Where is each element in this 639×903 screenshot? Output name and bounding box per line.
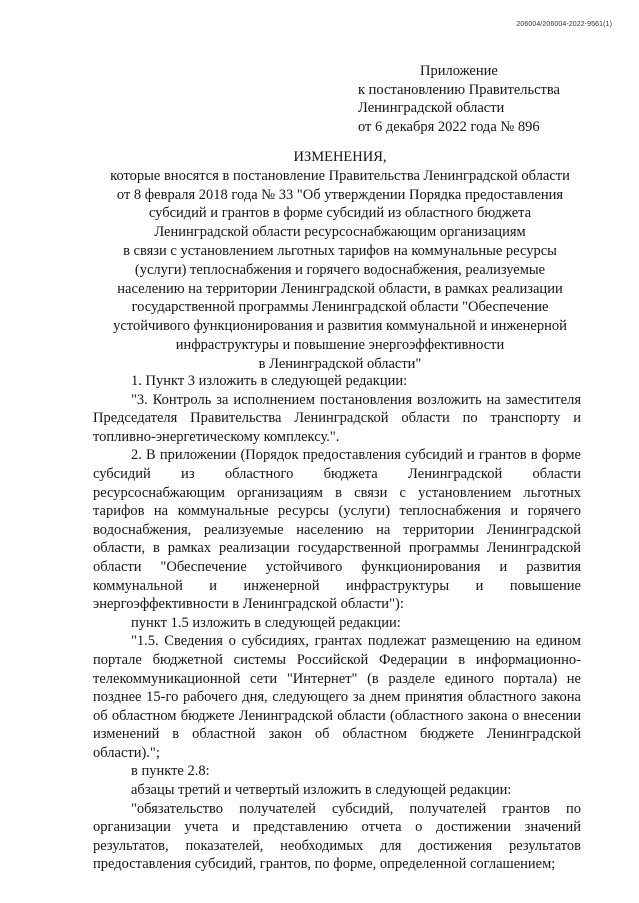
title-line: (услуги) теплоснабжения и горячего водоснабжения, реализуемые bbox=[134, 261, 546, 278]
appendix-line: к постановлению Правительства bbox=[358, 81, 560, 98]
appendix-line: Ленинградской области bbox=[358, 100, 505, 116]
appendix-line: Приложение bbox=[420, 63, 498, 79]
paragraph: 1. Пункт 3 изложить в следующей редакции: bbox=[131, 373, 408, 389]
appendix-line: от 6 декабря 2022 года № 896 bbox=[358, 118, 540, 135]
document-title bbox=[60, 148, 620, 374]
title-line: Ленинградской области ресурсоснабжающим организациям bbox=[154, 224, 526, 241]
document-body bbox=[93, 372, 581, 874]
appendix-block bbox=[358, 62, 560, 136]
title-line: субсидий и грантов в форме субсидий из областного бюджета bbox=[148, 205, 532, 222]
paragraph: "3. Контроль за исполнением постановления возложить на заместителя Председателя Правительства Ленинградской области по транспорту и топливно-энергетическому комплексу.". bbox=[93, 391, 581, 445]
title-line: населению на территории Ленинградской области, в рамках реализации bbox=[117, 280, 563, 297]
document-id: 206004/206004-2022-9561(1) bbox=[516, 21, 612, 28]
title-line: устойчивого функционирования и развития коммунальной и инженерной bbox=[113, 318, 567, 335]
paragraph: "1.5. Сведения о субсидиях, грантах подлежат размещению на едином портале бюджетной системы Российской Федерации в информационно-телекоммуникационной сети "Интернет" (в разделе единого портала) не позднее 15-го рабочего дня, следующего за днем принятия областного закона об областном бюджете Ленинградской области (областного закона о внесении изменений в областной закон об областном бюджете Ленинградской области)."; bbox=[93, 633, 581, 761]
paragraph: 2. В приложении (Порядок предоставления субсидий и грантов в форме субсидий из областного бюджета Ленинградской области ресурсоснабжающим организациям в связи с установлением льготных тарифов на коммунальные ресурсы (услуги) теплоснабжения и горячего водоснабжения, реализуемые населению на территории Ленинградской области, в рамках реализации государственной программы Ленинградской области "Обеспечение устойчивого функционирования и развития коммунальной и инженерной инфраструктуры и повышение энергоэффективности в Ленинградской области"): bbox=[93, 447, 581, 613]
title-line: которые вносятся в постановление Правительства Ленинградской области bbox=[110, 167, 570, 184]
title-line: государственной программы Ленинградской области "Обеспечение bbox=[131, 299, 549, 316]
title-line: от 8 февраля 2018 года № 33 "Об утверждении Порядка предоставления bbox=[116, 186, 564, 203]
paragraph: абзацы третий и четвертый изложить в следующей редакции: bbox=[131, 782, 512, 799]
title-line: в Ленинградской области" bbox=[258, 355, 422, 372]
title-line: в связи с установлением льготных тарифов на коммунальные ресурсы bbox=[123, 242, 557, 259]
paragraph: "обязательство получателей субсидий, получателей грантов по организации учета и представлению отчета о достижении значений результатов, показателей, необходимых для достижения результатов предоставления субсидий, грантов, по форме, определенной соглашением; bbox=[93, 800, 581, 873]
paragraph: пункт 1.5 изложить в следующей редакции: bbox=[131, 614, 401, 631]
title-heading: ИЗМЕНЕНИЯ, bbox=[293, 149, 387, 165]
title-line: инфраструктуры и повышение энергоэффективности bbox=[175, 336, 505, 353]
paragraph: в пункте 2.8: bbox=[131, 763, 210, 780]
